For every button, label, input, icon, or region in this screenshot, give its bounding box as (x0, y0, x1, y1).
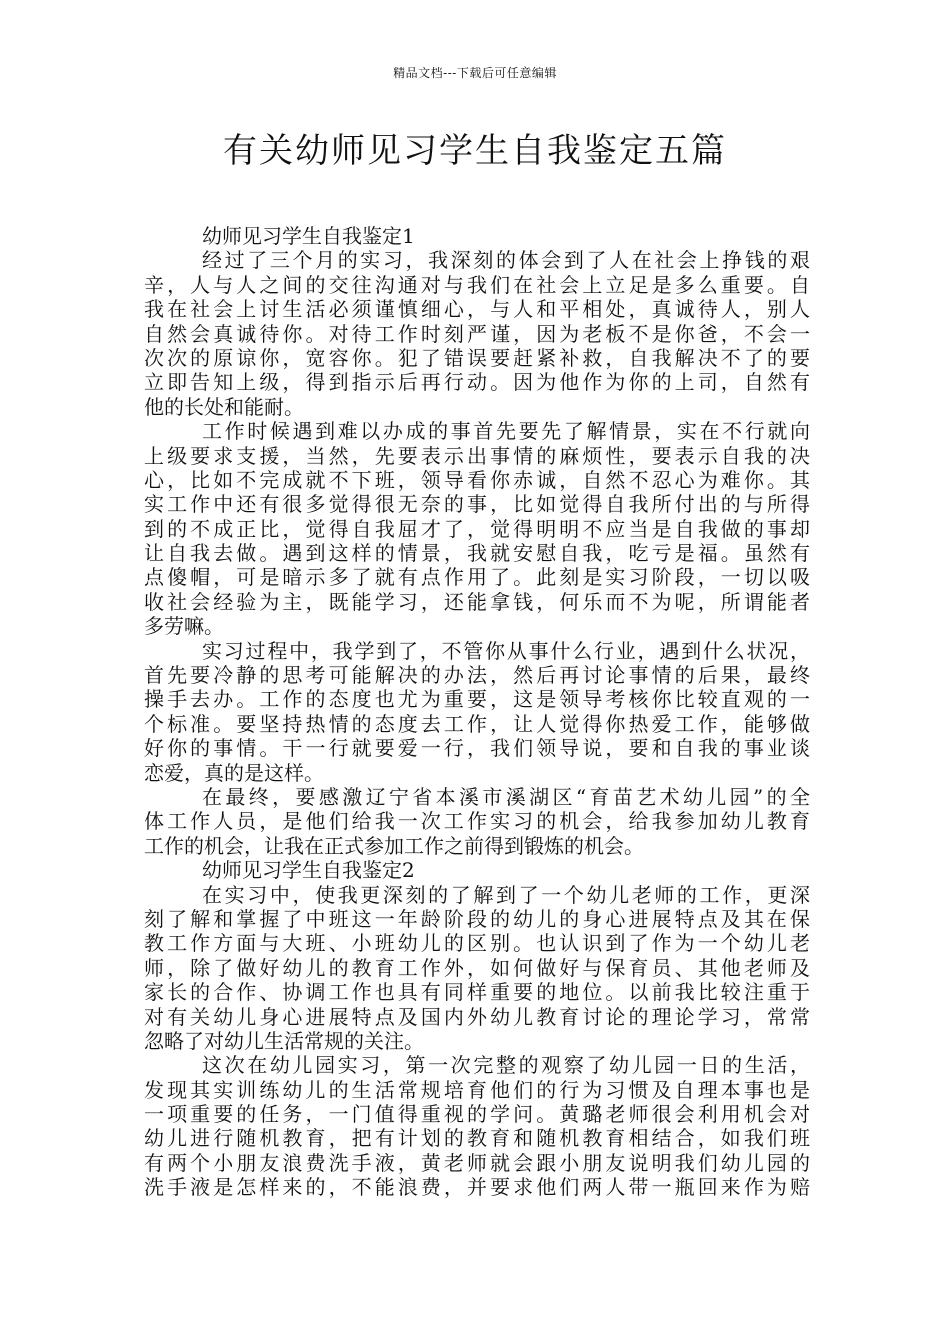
paragraph-line: 实习过程中，我学到了，不管你从事什么行业，遇到什么状况， (202, 638, 810, 663)
paragraph-line: 恋爱，真的是这样。 (144, 760, 324, 785)
document-title: 有关幼师见习学生自我鉴定五篇 (223, 131, 727, 171)
paragraph-line: 次次的原谅你，宽容你。犯了错误要赶紧补救，自我解决不了的要 (144, 345, 810, 370)
paragraph-line: 对有关幼儿身心进展特点及国内外幼儿教育讨论的理论学习，常常 (144, 1004, 810, 1029)
paragraph-line: 让自我去做。遇到这样的情景，我就安慰自我，吃亏是福。虽然有 (144, 541, 810, 566)
paragraph-line: 立即告知上级，得到指示后再行动。因为他作为你的上司，自然有 (144, 370, 810, 395)
section-heading: 幼师见习学生自我鉴定1 (202, 224, 415, 248)
paragraph-line: 点傻帽，可是暗示多了就有点作用了。此刻是实习阶段，一切以吸 (144, 565, 810, 590)
section-heading: 幼师见习学生自我鉴定2 (202, 858, 415, 883)
paragraph-line: 经过了三个月的实习，我深刻的体会到了人在社会上挣钱的艰 (202, 248, 810, 273)
paragraph-line: 这次在幼儿园实习，第一次完整的观察了幼儿园一日的生活， (202, 1053, 810, 1078)
paragraph-line: 我在社会上讨生活必须谨慎细心，与人和平相处，真诚待人，别人 (144, 297, 810, 322)
document-body (144, 224, 810, 1200)
paragraph-line: 师，除了做好幼儿的教育工作外，如何做好与保育员、其他老师及 (144, 955, 810, 980)
paragraph-line: 个标准。要坚持热情的态度去工作，让人觉得你热爱工作，能够做 (144, 711, 810, 736)
paragraph-line: 工作的机会，让我在正式参加工作之前得到锻炼的机会。 (144, 833, 644, 858)
paragraph-line: 心，比如不完成就不下班，领导看你赤诚，自然不忍心为难你。其 (144, 467, 810, 492)
paragraph-line: 多劳嘛。 (144, 614, 224, 639)
paragraph-line: 发现其实训练幼儿的生活常规培育他们的行为习惯及自理本事也是 (144, 1077, 810, 1102)
paragraph-line: 家长的合作、协调工作也具有同样重要的地位。以前我比较注重于 (144, 980, 810, 1005)
paragraph-line: 实工作中还有很多觉得很无奈的事，比如觉得自我所付出的与所得 (144, 492, 810, 517)
paragraph-line: 有两个小朋友浪费洗手液，黄老师就会跟小朋友说明我们幼儿园的 (144, 1150, 810, 1175)
paragraph-line: 收社会经验为主，既能学习，还能拿钱，何乐而不为呢，所谓能者 (144, 589, 810, 614)
paragraph-line: 操手去办。工作的态度也尤为重要，这是领导考核你比较直观的一 (144, 687, 810, 712)
paragraph-line: 洗手液是怎样来的，不能浪费，并要求他们两人带一瓶回来作为赔 (144, 1175, 810, 1200)
paragraph-line: 上级要求支援，当然，先要表示出事情的麻烦性，要表示自我的决 (144, 443, 810, 468)
paragraph-line: 在实习中，使我更深刻的了解到了一个幼儿老师的工作，更深 (202, 882, 810, 907)
paragraph-line: 到的不成正比，觉得自我屈才了，觉得明明不应当是自我做的事却 (144, 516, 810, 541)
paragraph-line: 刻了解和掌握了中班这一年龄阶段的幼儿的身心进展特点及其在保 (144, 906, 810, 931)
paragraph-line: 幼儿进行随机教育，把有计划的教育和随机教育相结合，如我们班 (144, 1126, 810, 1151)
paragraph-line: 工作时候遇到难以办成的事首先要先了解情景，实在不行就向 (202, 419, 810, 444)
paragraph-line: 教工作方面与大班、小班幼儿的区别。也认识到了作为一个幼儿老 (144, 931, 810, 956)
paragraph-line: 自然会真诚待你。对待工作时刻严谨，因为老板不是你爸，不会一 (144, 321, 810, 346)
paragraph-line: 在最终，要感激辽宁省本溪市溪湖区“育苗艺术幼儿园”的全 (202, 784, 810, 809)
paragraph-line: 好你的事情。干一行就要爱一行，我们领导说，要和自我的事业谈 (144, 736, 810, 761)
paragraph-line: 辛，人与人之间的交往沟通对与我们在社会上立足是多么重要。自 (144, 272, 810, 297)
paragraph-line: 他的长处和能耐。 (144, 394, 304, 419)
paragraph-line: 首先要冷静的思考可能解决的办法，然后再讨论事情的后果，最终 (144, 663, 810, 688)
paragraph-line: 一项重要的任务，一门值得重视的学问。黄璐老师很会利用机会对 (144, 1102, 810, 1127)
paragraph-line: 体工作人员，是他们给我一次工作实习的机会，给我参加幼儿教育 (144, 809, 810, 834)
paragraph-line: 忽略了对幼儿生活常规的关注。 (144, 1028, 424, 1053)
header-note: 精品文档---下载后可任意编辑 (393, 66, 557, 80)
